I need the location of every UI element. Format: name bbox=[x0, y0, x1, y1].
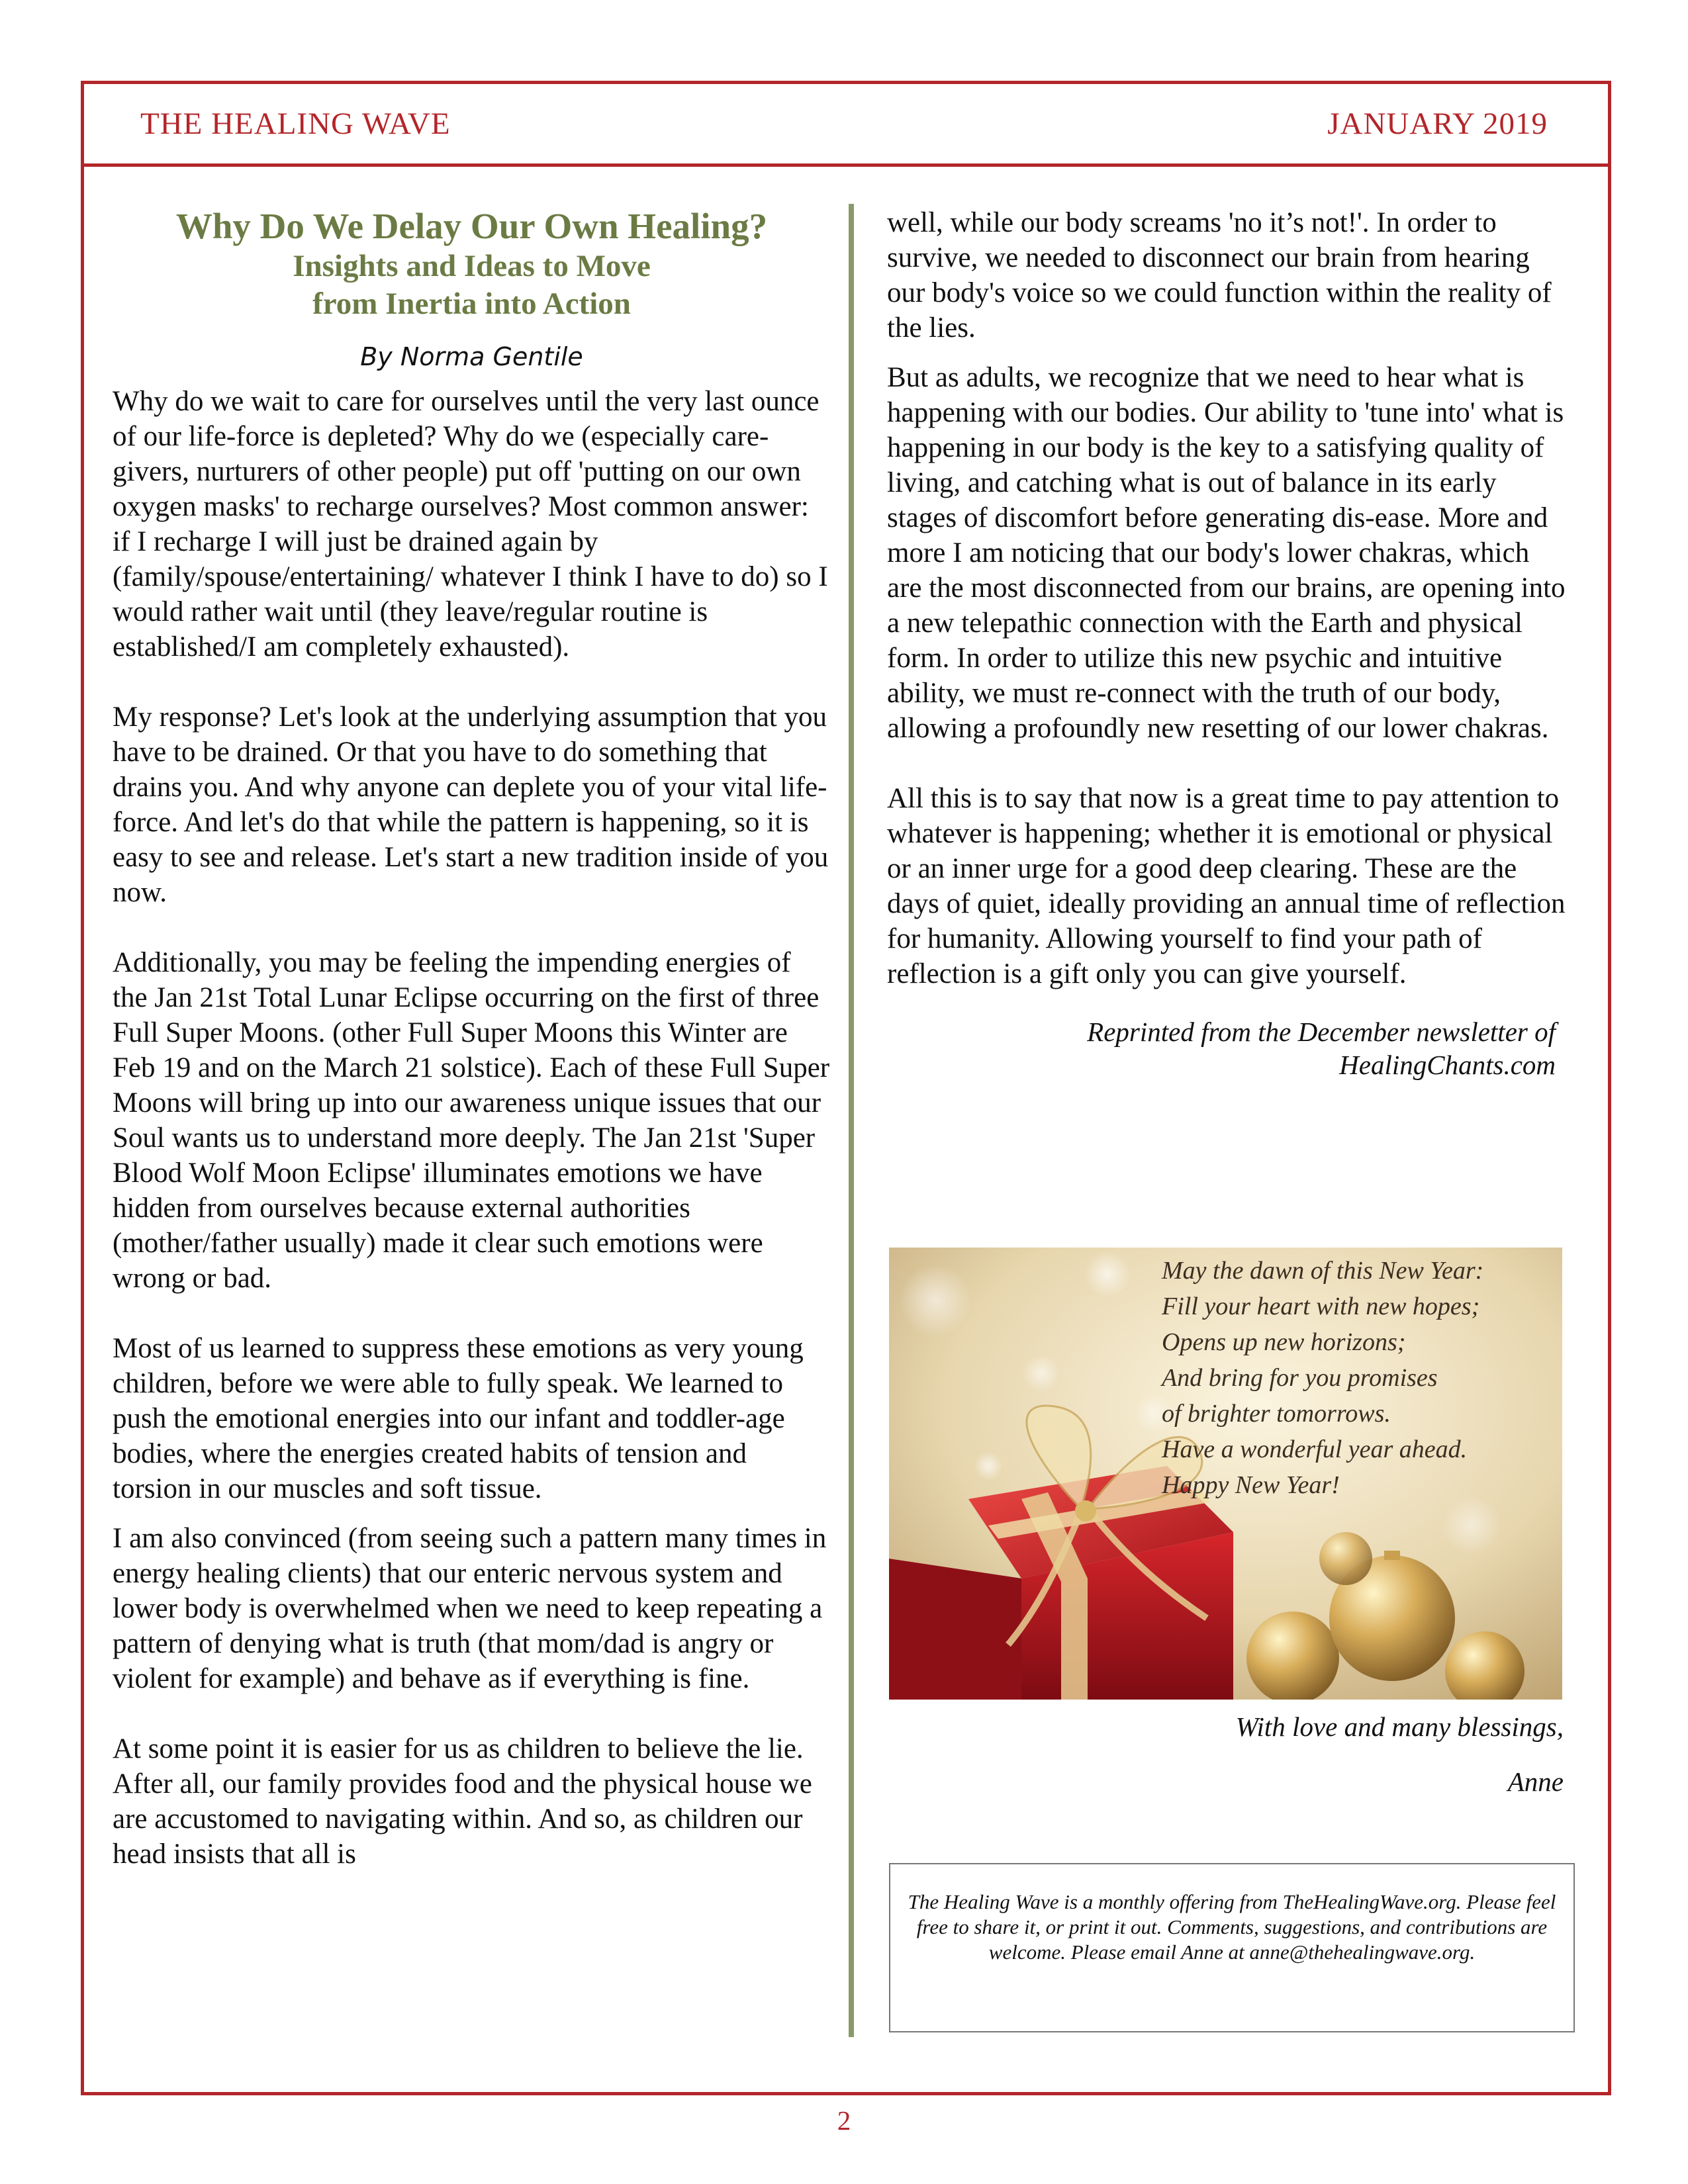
page-number: 2 bbox=[837, 2105, 851, 2136]
greeting-line: And bring for you promises bbox=[1162, 1364, 1438, 1392]
issue-date: JANUARY 2019 bbox=[1327, 107, 1548, 141]
newsletter-info-text: The Healing Wave is a monthly offering from TheHealingWave.org. Please feel free to share it, or print it out. Comments, suggestions, and contributions are welcome. Please email Anne at anne@thehealingwave.org. bbox=[908, 1890, 1556, 1964]
paragraph: Additionally, you may be feeling the impending energies of the Jan 21st Total Lunar Eclipse occurring on the first of three Full Super Moons. (other Full Super Moons this Winter are Feb 19 and on the March 21 solstice). Each of these Full Super Moons will bring up into our awareness unique issues that our Soul wants us to understand more deeply. The Jan 21st 'Super Blood Wolf Moon Eclipse' illuminates emotions we have hidden from ourselves because external authorities (mother/father usually) made it clear such emotions were wrong or bad. bbox=[113, 947, 830, 1294]
column-divider bbox=[849, 204, 854, 2037]
publication-title: THE HEALING WAVE bbox=[140, 107, 451, 141]
greeting-line: Happy New Year! bbox=[1162, 1471, 1340, 1499]
paragraph: All this is to say that now is a great time to pay attention to whatever is happening; whether it is emotional or physical or an inner urge for a good deep clearing. These are the days of quiet, ideally providing an annual time of reflection for humanity. Allowing yourself to find your path of reflection is a gift only you can give yourself. bbox=[887, 783, 1566, 989]
paragraph: Why do we wait to care for ourselves until the very last ounce of our life-force is depleted? Why do we (especially care-givers, nurturers of other people) put off 'putting on our own oxygen masks' to recharge ourselves? Most common answer: if I recharge I will just be drained again by (family/spouse/entertaining/ whatever I think I have to do) so I would rather wait until (they leave/regular routine is established/I am completely exhausted). bbox=[113, 386, 828, 662]
header-divider bbox=[81, 163, 1611, 167]
greeting-line: of brighter tomorrows. bbox=[1162, 1400, 1391, 1428]
article-title: Why Do We Delay Our Own Healing? bbox=[175, 206, 768, 246]
signoff-name: Anne bbox=[1507, 1766, 1564, 1797]
reprint-source: HealingChants.com bbox=[1339, 1050, 1556, 1080]
greeting-verse bbox=[1162, 1253, 1559, 1503]
article-subtitle-line1: Insights and Ideas to Move bbox=[293, 249, 651, 283]
paragraph: But as adults, we recognize that we need to hear what is happening with our bodies. Our ability to 'tune into' what is happening in our body is the key to a satisfying quality of living, and catching what is out of balance in its early stages of discomfort before generating dis-ease. More and more I am noticing that our body's lower chakras, which are the most disconnected from our brains, are opening into a new telepathic connection with the Earth and physical form. In order to utilize this new psychic and intuitive ability, we must re-connect with the truth of our body, allowing a profoundly new resetting of our lower chakras. bbox=[887, 362, 1566, 744]
paragraph: well, while our body screams 'no it’s not!'. In order to survive, we needed to disconnect our brain from hearing our body's voice so we could function within the reality of the lies. bbox=[887, 207, 1552, 343]
signoff-line: With love and many blessings, bbox=[1235, 1711, 1564, 1742]
left-column bbox=[113, 205, 831, 1872]
byline: By Norma Gentile bbox=[360, 342, 583, 371]
paragraph: I am also convinced (from seeing such a pattern many times in energy healing clients) that our enteric nervous system and lower body is overwhelmed when we need to keep repeating a pattern of denying what is truth (that mom/dad is angry or violent for example) and behave as if everything is fine. bbox=[113, 1523, 827, 1694]
paragraph: My response? Let's look at the underlying assumption that you have to be drained. Or that you have to do something that drains you. And why anyone can deplete you of your vital life-force. And let's do that while the pattern is happening, so it is easy to see and release. Let's start a new tradition inside of you now. bbox=[113, 702, 829, 908]
paragraph: Most of us learned to suppress these emotions as very young children, before we were able to fully speak. We learned to push the emotional energies into our infant and toddler-age bodies, where the energies created habits of tension and torsion in our muscles and soft tissue. bbox=[113, 1333, 804, 1504]
right-column bbox=[887, 205, 1569, 1081]
reprint-line: Reprinted from the December newsletter of bbox=[1087, 1017, 1556, 1047]
greeting-line: Fill your heart with new hopes; bbox=[1162, 1293, 1480, 1320]
newsletter-info-box bbox=[889, 1863, 1575, 2032]
greeting-line: Opens up new horizons; bbox=[1162, 1328, 1406, 1356]
new-year-greeting-image bbox=[889, 1248, 1562, 1700]
greeting-line: May the dawn of this New Year: bbox=[1162, 1257, 1484, 1285]
paragraph: At some point it is easier for us as children to believe the lie. After all, our family provides food and the physical house we are accustomed to navigating within. And so, as children our head insists that all is bbox=[113, 1733, 812, 1870]
reprint-credit bbox=[887, 1015, 1556, 1081]
article-subtitle-line2: from Inertia into Action bbox=[312, 287, 631, 321]
greeting-line: Have a wonderful year ahead. bbox=[1162, 1435, 1468, 1463]
